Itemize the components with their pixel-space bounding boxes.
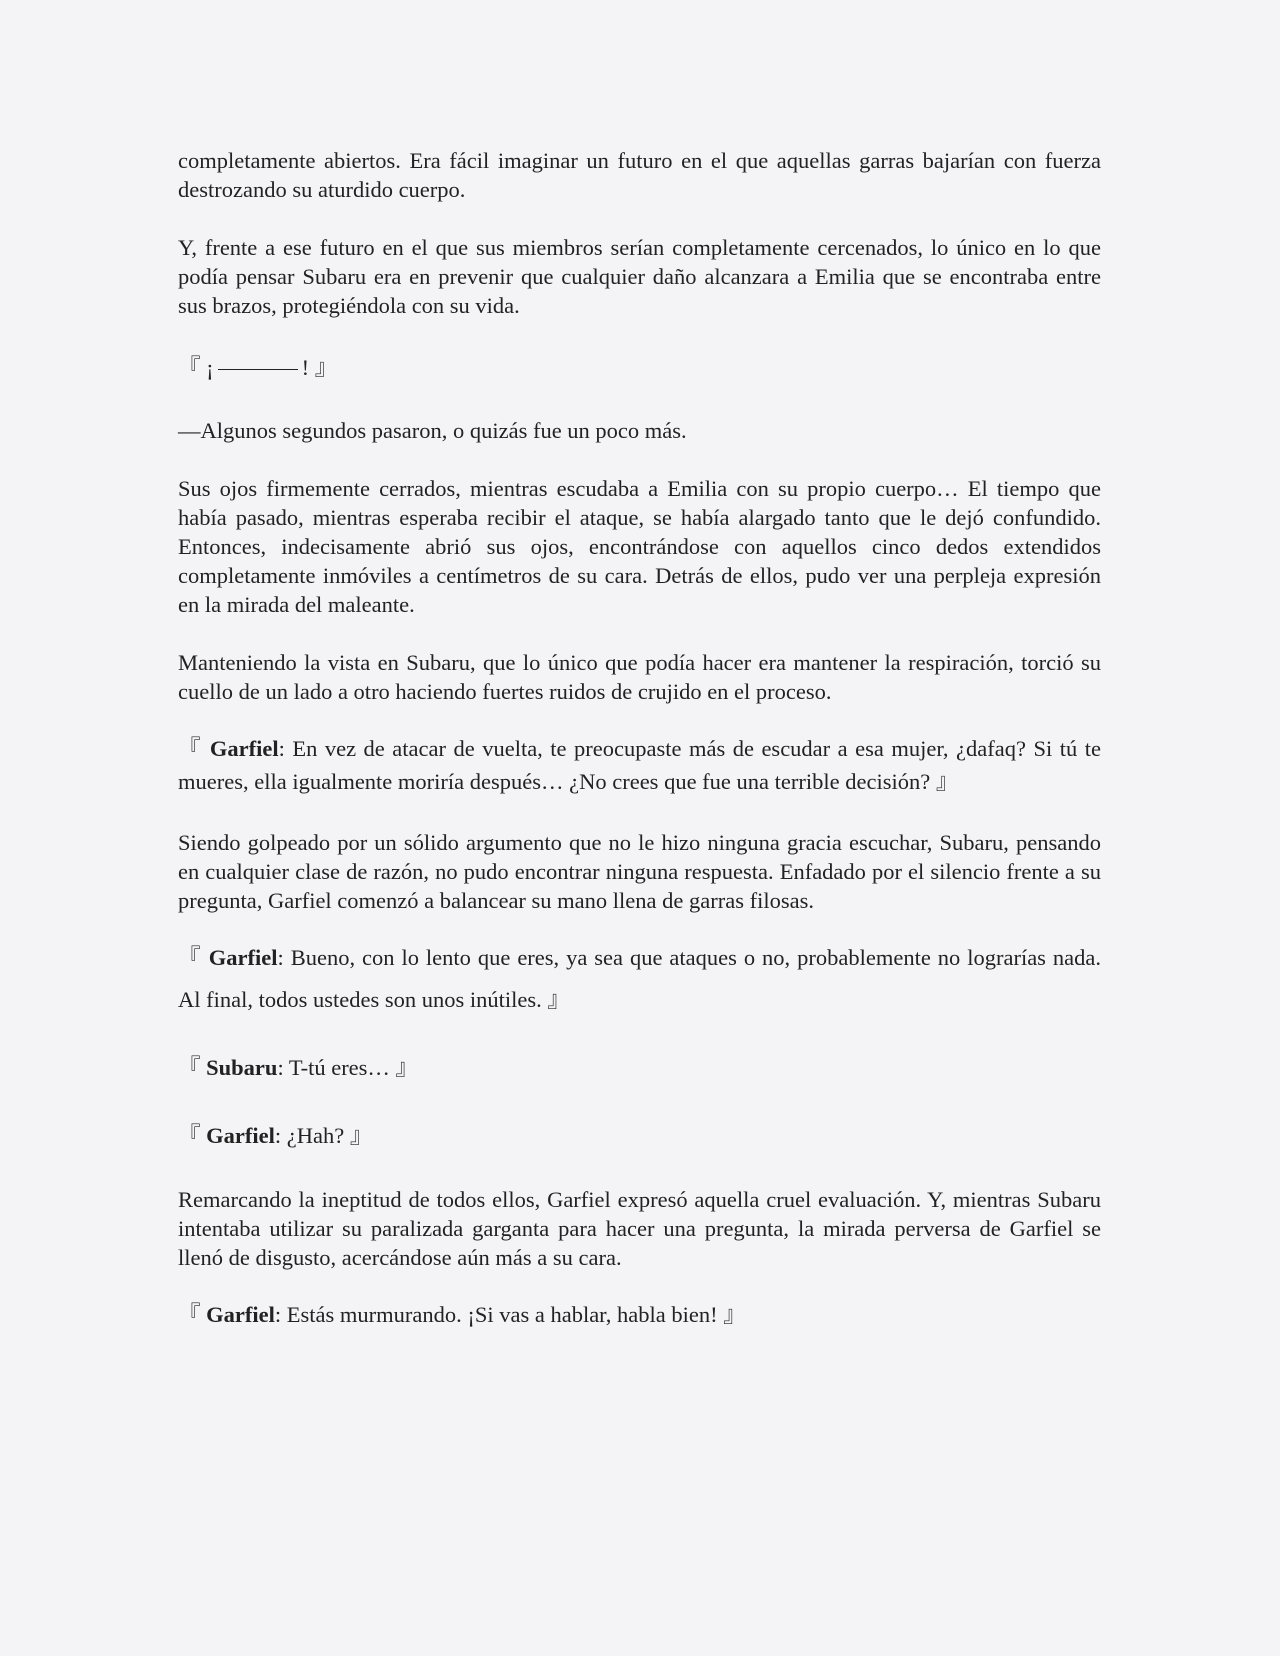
exclamation-open: 『 ¡ [178, 355, 214, 380]
paragraph-4: —Algunos segundos pasaron, o quizás fue un poco más. [178, 418, 687, 443]
dialog-garfiel-4 [178, 1294, 1101, 1336]
speaker-name: Garfiel [209, 736, 279, 761]
dialog-garfiel-1 [178, 732, 1101, 798]
document-page [178, 146, 1101, 1336]
paragraph-1: completamente abiertos. Era fácil imaginar un futuro en el que aquellas garras bajarían con fuerza destrozando su aturdido cuerpo. [178, 148, 1101, 202]
exclamation-line [178, 352, 1101, 384]
dialog-open-bracket: 『 [178, 736, 203, 761]
dialog-text: : Bueno, con lo lento que eres, ya sea que ataques o no, probablemente no lograrías nada. Al final, todos ustedes son unos inútiles. 』 [178, 945, 1101, 1012]
paragraph-6: Manteniendo la vista en Subaru, que lo único que podía hacer era mantener la respiración, torció su cuello de un lado a otro haciendo fuertes ruidos de crujido en el proceso. [178, 650, 1101, 704]
paragraph-5: Sus ojos firmemente cerrados, mientras escudaba a Emilia con su propio cuerpo… El tiempo que había pasado, mientras esperaba recibir el ataque, se había alargado tanto que le dejó confundido. Entonces, indecisamente abrió sus ojos, encontrándose con aquellos cinco dedos extendidos completamente inmóviles a centímetros de su cara. Detrás de ellos, pudo ver una perpleja expresión en la mirada del maleante. [178, 476, 1101, 617]
dialog-garfiel-2 [178, 937, 1101, 1021]
dialog-open-bracket: 『 [178, 1123, 201, 1148]
dialog-text: : Estás murmurando. ¡Si vas a hablar, habla bien! 』 [274, 1302, 746, 1327]
dialog-text: : T-tú eres… 』 [277, 1055, 419, 1080]
dialog-open-bracket: 『 [178, 1302, 201, 1327]
dialog-text: : En vez de atacar de vuelta, te preocupaste más de escudar a esa mujer, ¿dafaq? Si tú te mueres, ella igualmente moriría después… ¿No crees que fue una terrible decisión? 』 [178, 736, 1101, 794]
dialog-open-bracket: 『 [178, 1055, 201, 1080]
speaker-name: Garfiel [208, 945, 278, 970]
dialog-garfiel-3 [178, 1115, 1101, 1157]
speaker-name: Garfiel [206, 1123, 275, 1148]
paragraph-12: Remarcando la ineptitud de todos ellos, Garfiel expresó aquella cruel evaluación. Y, mientras Subaru intentaba utilizar su paralizada garganta para hacer una pregunta, la mirada perversa de Garfiel se llenó de disgusto, acercándose aún más a su cara. [178, 1187, 1101, 1270]
speaker-name: Subaru [206, 1055, 278, 1080]
paragraph-8: Siendo golpeado por un sólido argumento que no le hizo ninguna gracia escuchar, Subaru, pensando en cualquier clase de razón, no pudo encontrar ninguna respuesta. Enfadado por el silencio frente a su pregunta, Garfiel comenzó a balancear su mano llena de garras filosas. [178, 830, 1101, 913]
exclamation-close: ! 』 [301, 355, 338, 380]
dash-separator [218, 369, 298, 370]
speaker-name: Garfiel [206, 1302, 275, 1327]
dialog-subaru-1 [178, 1047, 1101, 1089]
dialog-text: : ¿Hah? 』 [274, 1123, 373, 1148]
paragraph-2: Y, frente a ese futuro en el que sus miembros serían completamente cercenados, lo único en lo que podía pensar Subaru era en prevenir que cualquier daño alcanzara a Emilia que se encontraba entre sus brazos, protegiéndola con su vida. [178, 235, 1101, 318]
dialog-open-bracket: 『 [178, 945, 202, 970]
